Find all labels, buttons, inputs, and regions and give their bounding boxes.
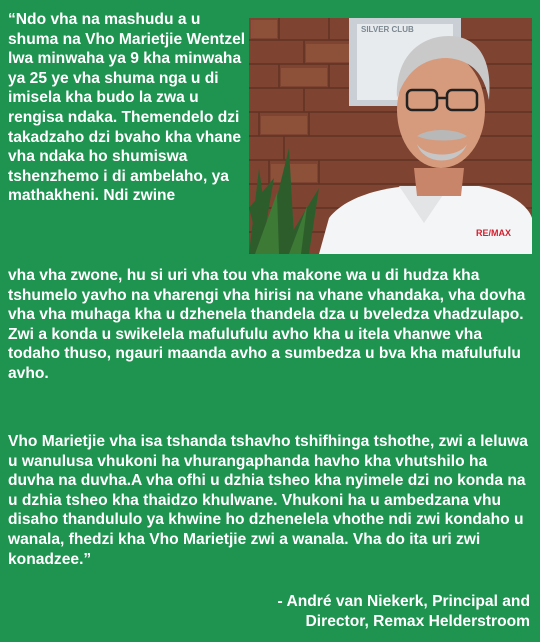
quote-intro: “Ndo vha na mashudu a u shuma na Vho Marietjie Wentzel lwa minwaha ya 9 kha minwaha ya 25 ye vha shuma nga u di imisela kha budo la zwa u rengisa ndaka. Themendelo dzi takadzaho dzi bvaho kha vhane vha ndaka ho shumiswa tshenzhemo i di ambelaho, ya mathakheni. Ndi zwine bbox=[8, 11, 246, 205]
quote-continuation: vha vha zwone, hu si uri vha tou vha makone wa u di hudza kha tshumelo yavho na vharengi vha hirisi na vhane vhandaka, vha dovha vha vha muhaga kha u dzhenela thandela dza u bveledza vhadzulapo. Zwi a konda u swikelela mafulufulu avho kha u itela vhanwe vha todaho thuso, ngauri maanda avho a sumbedza u bva kha mafulufulu avho. bbox=[8, 267, 526, 382]
remax-logo: RE/MAX bbox=[476, 228, 512, 238]
sign-text: SILVER CLUB bbox=[361, 25, 414, 34]
portrait-illustration bbox=[249, 18, 532, 254]
attribution-line-1: - André van Niekerk, Principal and bbox=[277, 593, 530, 610]
portrait-photo bbox=[249, 18, 532, 254]
attribution bbox=[170, 592, 530, 632]
attribution-line-2: Director, Remax Helderstroom bbox=[305, 613, 530, 630]
quote-paragraph-2: Vho Marietjie vha isa tshanda tshavho tshifhinga tshothe, zwi a leluwa u wanulusa vhukoni ha vhurangaphanda havho kha vhutshilo ha duvha na duvha.A vha ofhi u dzhia tsheo kha nyimele dzi no konda na u dzhia tsheo kha thaidzo khulwane. Vhukoni ha u ambedzana vhu disaho thandululo ya khwine ho dzhenelela vhothe ndi zwi kondaho u wanala, fhedzi kha Vho Marietjie zwi a wanala. Vha do ita uri zwi konadzee.” bbox=[8, 433, 528, 568]
